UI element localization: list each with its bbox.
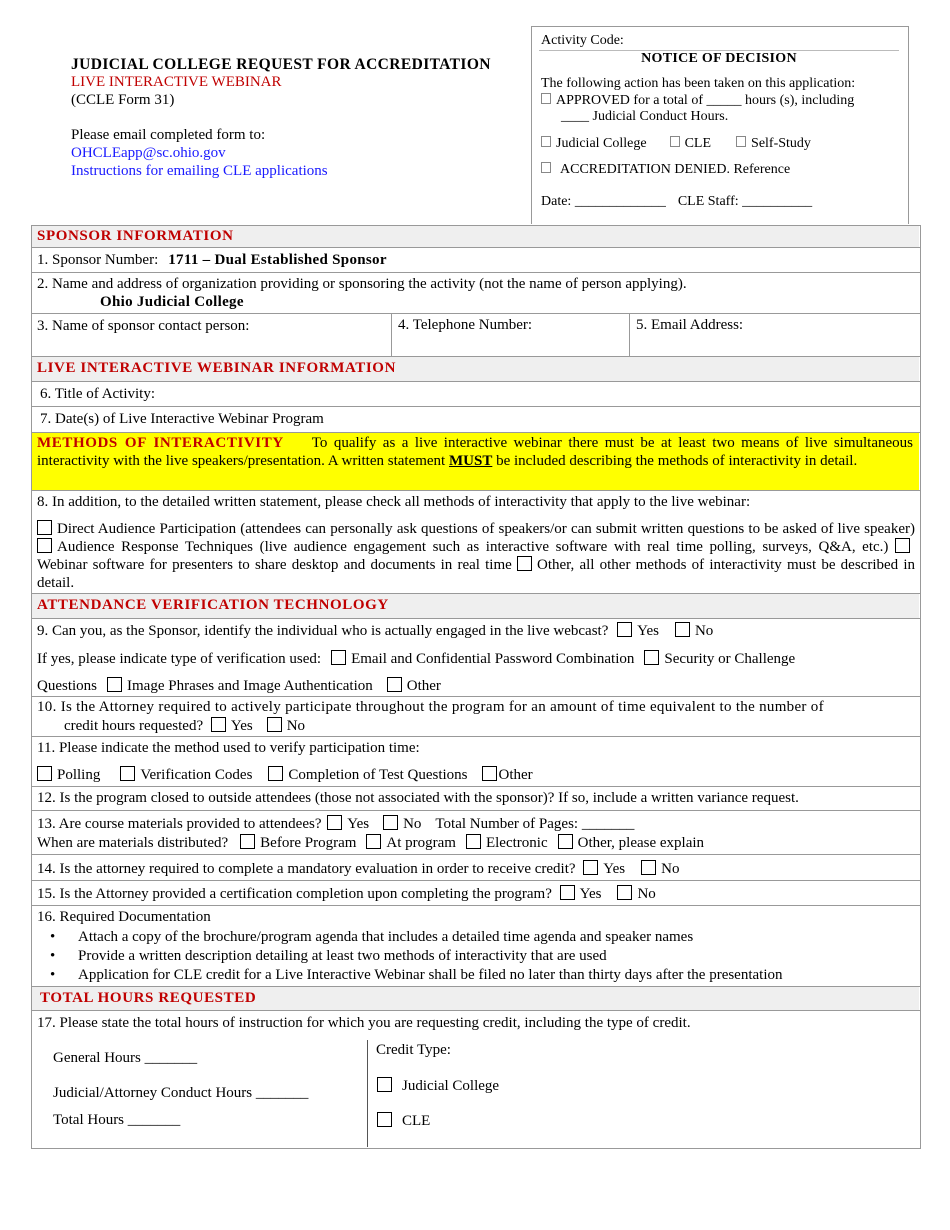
other-verification-checkbox[interactable]	[387, 677, 402, 692]
activity-title-field[interactable]: 6. Title of Activity:	[40, 386, 156, 402]
notice-self-study-checkbox[interactable]	[736, 136, 746, 147]
notice-date-staff	[541, 194, 812, 210]
q15-yes-label: Yes	[579, 886, 602, 902]
q16-label: 16. Required Documentation	[37, 909, 211, 925]
col-divider	[629, 313, 630, 356]
direct-participation-checkbox[interactable]	[37, 520, 52, 535]
credit-cle-option[interactable]	[377, 1112, 430, 1130]
conduct-hours-field[interactable]: Judicial/Attorney Conduct Hours _______	[53, 1085, 309, 1101]
polling-label: Polling	[57, 767, 101, 783]
row-divider	[31, 1010, 920, 1011]
methods-title: METHODS OF INTERACTIVITY	[37, 435, 284, 451]
q13-row	[37, 815, 634, 833]
verify-prompt: If yes, please indicate type of verification used:	[37, 651, 322, 667]
total-pages-field[interactable]: Total Number of Pages: _______	[435, 816, 635, 832]
verification-codes-checkbox[interactable]	[120, 766, 135, 781]
row-divider	[31, 381, 920, 382]
test-questions-checkbox[interactable]	[268, 766, 283, 781]
notice-cle-checkbox[interactable]	[670, 136, 680, 147]
approved-conduct-hours: ____ Judicial Conduct Hours.	[561, 109, 729, 124]
attendance-section-title: ATTENDANCE VERIFICATION TECHNOLOGY	[37, 597, 389, 613]
at-program-checkbox[interactable]	[366, 834, 381, 849]
notice-date[interactable]: Date: _____________	[541, 194, 666, 209]
q9-no-checkbox[interactable]	[675, 622, 690, 637]
q14-no-label: No	[661, 861, 680, 877]
notice-credit-options	[541, 136, 811, 152]
electronic-label: Electronic	[485, 835, 548, 851]
notice-staff[interactable]: CLE Staff: __________	[677, 194, 813, 209]
before-program-label: Before Program	[260, 835, 357, 851]
row-divider	[31, 406, 920, 407]
denied-label: ACCREDITATION DENIED. Reference	[560, 162, 791, 177]
direct-participation-label: Direct Audience Participation (attendees can personally ask questions of speakers/or can submit written questions to be asked of live speaker)	[57, 521, 915, 537]
email-link[interactable]: OHCLEapp@sc.ohio.gov	[71, 145, 226, 161]
general-hours-field[interactable]: General Hours _______	[53, 1050, 198, 1066]
telephone-field[interactable]: 4. Telephone Number:	[398, 317, 533, 333]
denied-checkbox[interactable]	[541, 162, 551, 173]
q15-yes-checkbox[interactable]	[560, 885, 575, 900]
q9-yes-label: Yes	[637, 623, 659, 639]
image-phrases-label: Image Phrases and Image Authentication	[127, 678, 373, 694]
form-subtitle: LIVE INTERACTIVE WEBINAR	[71, 74, 282, 90]
q2-label: 2. Name and address of organization providing or sponsoring the activity (not the name of person applying).	[37, 276, 687, 292]
row-divider	[31, 490, 920, 491]
required-doc-item: • Attach a copy of the brochure/program agenda that includes a detailed time agenda and speaker names	[50, 928, 783, 947]
other-distribution-label: Other, please explain	[577, 835, 705, 851]
q11-label: 11. Please indicate the method used to verify participation time:	[37, 740, 420, 756]
q10-yes-label: Yes	[230, 718, 253, 734]
hours-col-divider	[367, 1040, 368, 1147]
methods-statement	[37, 434, 913, 470]
col-divider	[391, 313, 392, 356]
q13-label: 13. Are course materials provided to attendees?	[37, 816, 322, 832]
test-questions-label: Completion of Test Questions	[288, 767, 468, 783]
notice-self-study-option[interactable]	[736, 136, 811, 151]
direct-participation-option[interactable]	[37, 521, 915, 537]
approved-label: APPROVED for a total of _____ hours (s), including	[556, 93, 855, 108]
q9-no-label: No	[694, 623, 714, 639]
verification-codes-label: Verification Codes	[140, 767, 253, 783]
electronic-checkbox[interactable]	[466, 834, 481, 849]
q15-row	[37, 885, 656, 903]
distribution-row	[37, 834, 704, 852]
row-divider	[31, 313, 920, 314]
denied-option[interactable]	[541, 162, 790, 178]
notice-judicial-label: Judicial College	[556, 136, 647, 151]
notice-title: NOTICE OF DECISION	[641, 51, 797, 66]
notice-judicial-option[interactable]	[541, 136, 647, 151]
webinar-dates-field[interactable]: 7. Date(s) of Live Interactive Webinar Program	[40, 411, 324, 427]
polling-checkbox[interactable]	[37, 766, 52, 781]
notice-cle-option[interactable]	[670, 136, 711, 151]
methods-text: To qualify as a live interactive webinar there must be at least two means of live simultaneous interactivity with the live speakers/presentation. A written statement	[37, 435, 913, 469]
notice-self-study-label: Self-Study	[751, 136, 811, 151]
form-title: JUDICIAL COLLEGE REQUEST FOR ACCREDITATION	[71, 56, 491, 73]
total-hours-field[interactable]: Total Hours _______	[53, 1112, 181, 1128]
before-program-checkbox[interactable]	[240, 834, 255, 849]
hours-section-title: TOTAL HOURS REQUESTED	[40, 990, 257, 1006]
activity-code-label: Activity Code:	[541, 33, 624, 48]
q13-yes-label: Yes	[347, 816, 370, 832]
row-divider	[31, 272, 920, 273]
q10-row-2	[64, 717, 305, 735]
audience-response-checkbox[interactable]	[37, 538, 52, 553]
q10-label: 10. Is the Attorney required to actively participate throughout the program for an amount of time equivalent to the number of	[37, 699, 824, 715]
contact-person-field[interactable]: 3. Name of sponsor contact person:	[37, 318, 250, 334]
q13-no-checkbox[interactable]	[383, 815, 398, 830]
row-divider	[31, 810, 920, 811]
credit-cle-checkbox[interactable]	[377, 1112, 392, 1127]
notice-cle-label: CLE	[684, 136, 712, 151]
q14-yes-label: Yes	[603, 861, 626, 877]
credit-judicial-checkbox[interactable]	[377, 1077, 392, 1092]
q17-label: 17. Please state the total hours of instruction for which you are requesting credit, including the type of credit.	[37, 1015, 691, 1031]
sponsor-number-value[interactable]: 1711 – Dual Established Sponsor	[168, 252, 387, 268]
security-challenge-label: Security or Challenge	[664, 651, 796, 667]
other-method-checkbox[interactable]	[517, 556, 532, 571]
required-docs-list	[50, 928, 783, 985]
email-prompt: Please email completed form to:	[71, 127, 266, 143]
row-divider	[31, 905, 920, 906]
q9-row	[37, 622, 713, 640]
q9-label: 9. Can you, as the Sponsor, identify the individual who is actually engaged in the live webcast?	[37, 623, 609, 639]
row-divider	[31, 786, 920, 787]
required-doc-item: • Provide a written description detailing at least two methods of interactivity that are used	[50, 947, 783, 966]
webinar-software-label: Webinar software for presenters to share desktop and documents in real time	[37, 557, 512, 573]
audience-response-label: Audience Response Techniques (live audience engagement such as interactive software with real time polling, surveys, Q&A, etc.)	[57, 539, 889, 555]
image-phrases-checkbox[interactable]	[107, 677, 122, 692]
q10-no-checkbox[interactable]	[267, 717, 282, 732]
other-verification-label: Other	[406, 678, 441, 694]
security-challenge-checkbox[interactable]	[644, 650, 659, 665]
approved-option[interactable]	[541, 93, 854, 109]
form-id: (CCLE Form 31)	[71, 92, 175, 108]
q10-label-cont: credit hours requested?	[64, 718, 204, 734]
other-participation-label: Other	[498, 767, 533, 783]
row-divider	[31, 880, 920, 881]
q10-yes-checkbox[interactable]	[211, 717, 226, 732]
security-challenge-label-cont: Questions	[37, 678, 97, 694]
q12-label: 12. Is the program closed to outside attendees (those not associated with the sponsor)? If so, include a written variance request.	[37, 790, 799, 806]
q13-no-label: No	[403, 816, 422, 832]
email-address-field[interactable]: 5. Email Address:	[636, 317, 744, 333]
row-divider	[31, 854, 920, 855]
other-participation-checkbox[interactable]	[482, 766, 497, 781]
verification-types-row	[37, 650, 795, 668]
approved-checkbox[interactable]	[541, 93, 551, 104]
row-divider	[31, 247, 920, 248]
credit-cle-label: CLE	[402, 1113, 431, 1129]
instructions-link[interactable]: Instructions for emailing CLE applications	[71, 163, 328, 179]
methods-text-after: be included describing the methods of interactivity in detail.	[496, 453, 858, 469]
webinar-section-title: LIVE INTERACTIVE WEBINAR INFORMATION	[37, 360, 397, 376]
audience-response-option[interactable]	[37, 539, 888, 555]
q13-yes-checkbox[interactable]	[327, 815, 342, 830]
notice-judicial-checkbox[interactable]	[541, 136, 551, 147]
q8-label: 8. In addition, to the detailed written statement, please check all methods of interactivity that apply to the live webinar:	[37, 494, 751, 510]
methods-must: MUST	[448, 453, 493, 469]
q1-label: 1. Sponsor Number:	[37, 252, 159, 268]
row-divider	[31, 736, 920, 737]
required-doc-item: • Application for CLE credit for a Live Interactive Webinar shall be filed no later than thirty days after the presentation	[50, 966, 783, 985]
sponsor-section-title: SPONSOR INFORMATION	[37, 228, 234, 244]
credit-type-label: Credit Type:	[376, 1042, 451, 1058]
verification-types-row-2	[37, 677, 441, 695]
credit-judicial-option[interactable]	[377, 1077, 499, 1095]
q15-no-checkbox[interactable]	[617, 885, 632, 900]
q14-label: 14. Is the attorney required to complete a mandatory evaluation in order to receive credit?	[37, 861, 576, 877]
distributed-label: When are materials distributed?	[37, 835, 229, 851]
email-password-label: Email and Confidential Password Combination	[351, 651, 635, 667]
q14-yes-checkbox[interactable]	[583, 860, 598, 875]
row-divider	[31, 696, 920, 697]
email-password-checkbox[interactable]	[331, 650, 346, 665]
webinar-software-checkbox[interactable]	[895, 538, 910, 553]
participation-methods-row	[37, 766, 533, 784]
q15-no-label: No	[637, 886, 656, 902]
credit-judicial-label: Judicial College	[402, 1078, 500, 1094]
at-program-label: At program	[386, 835, 456, 851]
row-divider	[31, 618, 920, 619]
other-distribution-checkbox[interactable]	[558, 834, 573, 849]
q9-yes-checkbox[interactable]	[617, 622, 632, 637]
interactivity-options	[37, 520, 915, 592]
sponsor-org-value[interactable]: Ohio Judicial College	[100, 294, 244, 310]
q14-row	[37, 860, 679, 878]
other-method-label: Other, all other methods of interactivity must be described in detail.	[37, 557, 915, 591]
q10-no-label: No	[286, 718, 306, 734]
q15-label: 15. Is the Attorney provided a certification completion upon completing the program?	[37, 886, 552, 902]
q14-no-checkbox[interactable]	[641, 860, 656, 875]
notice-intro: The following action has been taken on this application:	[541, 76, 856, 91]
q1-row	[37, 252, 387, 269]
